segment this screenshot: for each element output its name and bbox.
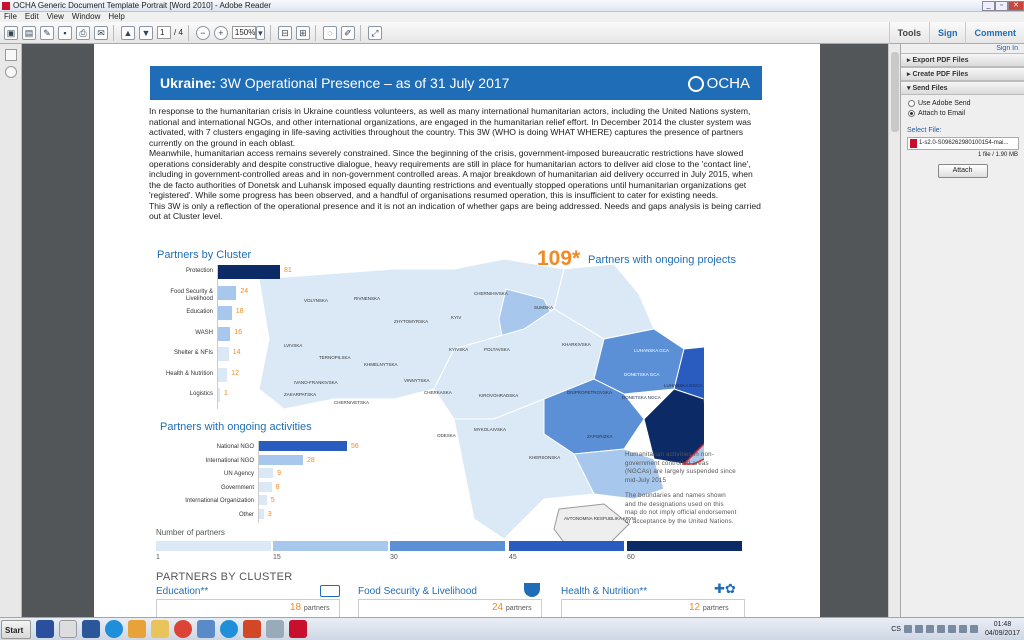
adobe-reader-icon: [2, 2, 10, 10]
map-region-label: RIVNENSKA: [354, 296, 381, 301]
attach-button[interactable]: Attach: [938, 164, 988, 178]
bar-label: Protection: [185, 268, 213, 274]
bar-value: 5: [270, 497, 275, 505]
bar-value: 9: [277, 470, 282, 478]
bar-value: 16: [234, 328, 243, 336]
un-globe-icon: [688, 76, 704, 92]
highlight-icon[interactable]: ✐: [341, 26, 355, 40]
bar-value: 56: [351, 443, 359, 450]
bar: [259, 468, 273, 478]
bar: [218, 306, 232, 320]
map-region-label: MYKOLAIVSKA: [474, 427, 507, 432]
tab-tools[interactable]: Tools: [889, 22, 929, 44]
total-partners-number: 109*: [537, 247, 581, 270]
create-pdf-section[interactable]: ▸ Create PDF Files: [901, 67, 1024, 81]
taskbar-ie-icon[interactable]: [105, 620, 123, 638]
intro-paragraph-2: Meanwhile, humanitarian access remains severely constrained. Since the beginning of the crisis, government-imposed bureaucratic restrictions have slowed operations considerably and despite constructive dialogue, heavy requirements are still in place for humanitarian actors to deliver aid close to the 'contact line', including in government-controlled areas and in non-government controlled areas. A major breakdown of humanitarian aid delivery occurred in July 2015, when the de facto authorities of Donetsk and Luhansk imposed equally daunting restrictions and eventually stopped operations until humanitarian organizations get 'registered'. While some progress has been observed, and a handful of organisations resumed operation, this is insufficient to cater for existing needs.: [149, 148, 753, 200]
taskbar-powerpoint-icon[interactable]: [243, 620, 261, 638]
legend-tick: 15: [273, 554, 281, 561]
tray-icon[interactable]: [937, 625, 945, 633]
total-partners-label: Partners with ongoing projects: [588, 254, 736, 266]
taskbar-media-icon[interactable]: [59, 620, 77, 638]
legend-tick: 1: [156, 554, 160, 561]
boundaries-note: The boundaries and names shown and the designations used on this map do not imply official endorsement or acceptance by the United Nations.: [625, 492, 737, 525]
map-region-label: KHMELNYTSKA: [364, 362, 398, 367]
intro-paragraph-3: This 3W is only a reflection of the operational presence and it is not an indication of whether gaps are being addressed. Needs and gaps analysis is being carried out at Cluster level.: [149, 200, 761, 221]
taskbar-tool-icon[interactable]: [266, 620, 284, 638]
pdf-page: [94, 44, 820, 617]
map-region-label: KYIV: [451, 315, 462, 320]
bar: [218, 368, 227, 382]
bar: [218, 327, 230, 341]
fit-width-icon[interactable]: ⊞: [296, 26, 310, 40]
tray-icon[interactable]: [904, 625, 912, 633]
open-icon[interactable]: ▤: [22, 26, 36, 40]
partners-by-cluster-title: Partners by Cluster: [157, 249, 252, 261]
expand-icon[interactable]: ⤢: [368, 26, 382, 40]
card-education-count: 18 partners: [290, 602, 330, 613]
bar-label: Food Security & Livelihood: [170, 288, 213, 302]
partners-by-cluster-heading: PARTNERS BY CLUSTER: [156, 571, 293, 583]
partners-activities-title: Partners with ongoing activities: [160, 421, 312, 433]
bar-axis: [217, 265, 218, 409]
previous-page-icon[interactable]: ▲: [121, 26, 135, 40]
bar-value: 1: [224, 390, 228, 397]
map-region-label: ZAKARPATSKA: [284, 392, 317, 397]
book-icon: [320, 585, 340, 597]
ocha-logo: OCHA: [688, 75, 750, 92]
taskbar-word-icon[interactable]: [82, 620, 100, 638]
bar: [259, 495, 267, 505]
map-region-label: DNIPROPETROVSKA: [567, 390, 613, 395]
vertical-scrollbar[interactable]: [888, 44, 900, 617]
edit-icon[interactable]: ✎: [40, 26, 54, 40]
map-region-label: ZAPORIZKA: [587, 434, 613, 439]
taskbar-ie2-icon[interactable]: [220, 620, 238, 638]
page-total: / 4: [174, 28, 183, 37]
export-pdf-section[interactable]: ▸ Export PDF Files: [901, 53, 1024, 67]
map-region-label: KHARKIVSKA: [562, 342, 591, 347]
bar-value: 14: [232, 349, 241, 356]
print-icon[interactable]: ⎙: [76, 26, 90, 40]
bar-value: 24: [240, 287, 249, 295]
intro-text: [149, 106, 765, 222]
map-region-label: KHERSONSKA: [529, 455, 561, 460]
scrollbar-thumb[interactable]: [891, 52, 899, 132]
map-region-label: VOLYNSKA: [304, 298, 328, 303]
email-icon[interactable]: ✉: [94, 26, 108, 40]
fit-page-icon[interactable]: ⊟: [278, 26, 292, 40]
bar: [218, 286, 236, 300]
taskbar-acrobat-icon[interactable]: [289, 620, 307, 638]
attach-to-email-radio[interactable]: Attach to Email: [908, 110, 1024, 117]
bar: [259, 455, 303, 465]
bar-label: Health & Nutrition: [165, 370, 213, 377]
banner-title: Ukraine: 3W Operational Presence – as of 31 July 2017: [160, 75, 510, 91]
zoom-input[interactable]: 150%: [232, 26, 256, 39]
map-region-label: KIROVOHRADSKA: [479, 393, 519, 398]
map-region-label: DONETSKA GCA: [624, 372, 660, 377]
document-banner: [150, 66, 762, 100]
bar-value: 28: [307, 456, 315, 464]
food-bowl-icon: [524, 583, 540, 597]
volume-icon[interactable]: [970, 625, 978, 633]
health-icon: ✚✿: [714, 581, 736, 596]
menu-window[interactable]: Window: [71, 12, 101, 21]
tray-icon[interactable]: [948, 625, 956, 633]
bar: [259, 509, 264, 519]
bar-label: National NGO: [216, 444, 254, 450]
window-titlebar: [0, 0, 1024, 12]
bar-value: 12: [231, 369, 239, 377]
navigation-panel: [0, 44, 22, 617]
zoom-in-icon[interactable]: +: [214, 26, 228, 40]
taskbar-chrome-icon[interactable]: [174, 620, 192, 638]
taskbar-remote-icon[interactable]: [197, 620, 215, 638]
bar: [218, 347, 229, 361]
select-file-label: Select File:: [907, 127, 942, 134]
bar-label: International Organization: [185, 498, 254, 505]
close-button[interactable]: ✕: [1008, 1, 1024, 11]
map-region-label: DONETSKA NGCA: [622, 395, 661, 400]
maximize-button[interactable]: ▫: [995, 1, 1008, 11]
page-thumbnails-icon[interactable]: [5, 49, 17, 61]
minimize-button[interactable]: _: [982, 1, 995, 11]
bar: [218, 265, 280, 279]
legend-swatch-2: [273, 541, 388, 551]
language-indicator[interactable]: CS: [891, 625, 901, 633]
map-region-label: CHERNIVETSKA: [334, 400, 370, 405]
taskbar: [0, 617, 1024, 640]
card-health-title: Health & Nutrition**: [561, 586, 648, 597]
menu-bar: [0, 12, 1024, 22]
attachments-icon[interactable]: [5, 66, 17, 78]
menu-edit[interactable]: Edit: [24, 12, 39, 21]
map-region-label: LUHANSKA GCA: [634, 348, 670, 353]
map-region-label: LUHANSKA NGCA: [664, 383, 703, 388]
bar: [218, 388, 220, 402]
taskbar-save-icon[interactable]: [36, 620, 54, 638]
legend-swatch-3: [390, 541, 505, 551]
card-food-title: Food Security & Livelihood: [358, 586, 477, 597]
menu-help[interactable]: Help: [108, 12, 125, 21]
menu-view[interactable]: View: [46, 12, 64, 21]
bar-value: 3: [267, 511, 272, 518]
bar-label: Other: [238, 512, 254, 518]
tray-icon[interactable]: [926, 625, 934, 633]
tray-icon[interactable]: [915, 625, 923, 633]
file-info: 1 file / 1.90 MB: [977, 152, 1018, 158]
map-region-label: ZHYTOMYRSKA: [394, 319, 429, 324]
start-button[interactable]: Start: [1, 620, 31, 639]
map-region-label: POLTAVSKA: [484, 347, 510, 352]
map-region-label: KYIVSKA: [449, 347, 469, 352]
document-area: [22, 44, 900, 617]
card-food-count: 24 partners: [492, 602, 532, 613]
system-tray: [891, 620, 1024, 638]
legend-tick: 30: [390, 554, 398, 561]
bar-label: Government: [220, 484, 254, 491]
map-region-label: AVTONOMNA RESPUBLIKA KRYM: [564, 516, 636, 521]
selected-file[interactable]: 1-s2.0-S096262980100154-mai...: [907, 137, 1019, 150]
save-icon[interactable]: ▪: [58, 26, 72, 40]
tools-panel: [900, 44, 1024, 617]
comment-icon[interactable]: ◌: [323, 26, 337, 40]
bar-label: Education: [186, 309, 213, 315]
bar: [259, 441, 347, 451]
taskbar-folder-icon[interactable]: [151, 620, 169, 638]
bar-label: Logistics: [189, 391, 213, 397]
intro-paragraph-1: In response to the humanitarian crisis in Ukraine countless volunteers, as well as many international humanitarian actors, including the United Nations system, national and international NGOs, and other international organizations, are engaged in the humanitarian relief effort. In December 2014 the cluster system was activated, with 7 clusters engaging in life-saving activities throughout the country. This 3W (WHO is doing WHAT WHERE) captures the presence of partners currently on the ground in each oblast.: [149, 106, 752, 148]
legend-swatch-4: [509, 541, 624, 551]
bar-label: UN Agency: [223, 471, 254, 478]
legend-swatch-1: [156, 541, 271, 551]
bar-axis: [258, 441, 259, 523]
bar-label: Shelter & NFIs: [173, 350, 213, 356]
tab-comment[interactable]: Comment: [965, 22, 1024, 44]
legend-tick: 45: [509, 554, 517, 561]
zoom-dropdown-icon[interactable]: ▾: [256, 26, 265, 40]
tab-sign[interactable]: Sign: [929, 22, 966, 44]
next-page-icon[interactable]: ▼: [139, 26, 153, 40]
map-region-label: CHERNIHIVSKA: [474, 291, 508, 296]
pdf-file-icon: [910, 139, 917, 148]
menu-file[interactable]: File: [4, 12, 17, 21]
bar-value: 81: [284, 267, 292, 274]
use-adobe-send-radio[interactable]: Use Adobe Send: [908, 100, 1024, 107]
clock[interactable]: 01:48 04/09/2017: [984, 621, 1020, 637]
card-education-title: Education**: [156, 586, 209, 597]
legend-swatch-5: [627, 541, 742, 551]
window-title: OCHA Generic Document Template Portrait [Word 2010] - Adobe Reader: [13, 1, 272, 10]
bar: [259, 482, 272, 492]
tray-icon[interactable]: [959, 625, 967, 633]
bar-value: 18: [235, 308, 244, 315]
map-region-label: LVIVSKA: [284, 343, 303, 348]
bar-label: International NGO: [205, 457, 254, 464]
bar-label: WASH: [195, 329, 213, 336]
zoom-out-icon[interactable]: −: [196, 26, 210, 40]
create-pdf-icon[interactable]: ▣: [4, 26, 18, 40]
page-number-input[interactable]: 1: [157, 26, 171, 39]
map-region-label: CHERKASKA: [424, 390, 452, 395]
sign-in-link[interactable]: Sign In: [996, 45, 1018, 52]
map-region-label: TERNOPILSKA: [319, 355, 351, 360]
map-region-label: ODESKA: [437, 433, 456, 438]
map-region-label: IVANO-FRANKIVSKA: [294, 380, 338, 385]
toolbar: [0, 22, 1024, 44]
ngca-note: Humanitarian activities in non-government controlled areas (NGCAs) are largely suspended since mid-July 2015: [625, 451, 736, 484]
legend-tick: 60: [627, 554, 635, 561]
card-health-count: 12 partners: [689, 602, 729, 613]
bar-value: 8: [275, 483, 280, 491]
map-region-label: VINNYTSKA: [404, 378, 430, 383]
taskbar-app-icon[interactable]: [128, 620, 146, 638]
send-files-section[interactable]: ▾ Send Files: [901, 81, 1024, 95]
legend-title: Number of partners: [156, 528, 225, 537]
map-region-label: SUMSKA: [534, 305, 554, 310]
